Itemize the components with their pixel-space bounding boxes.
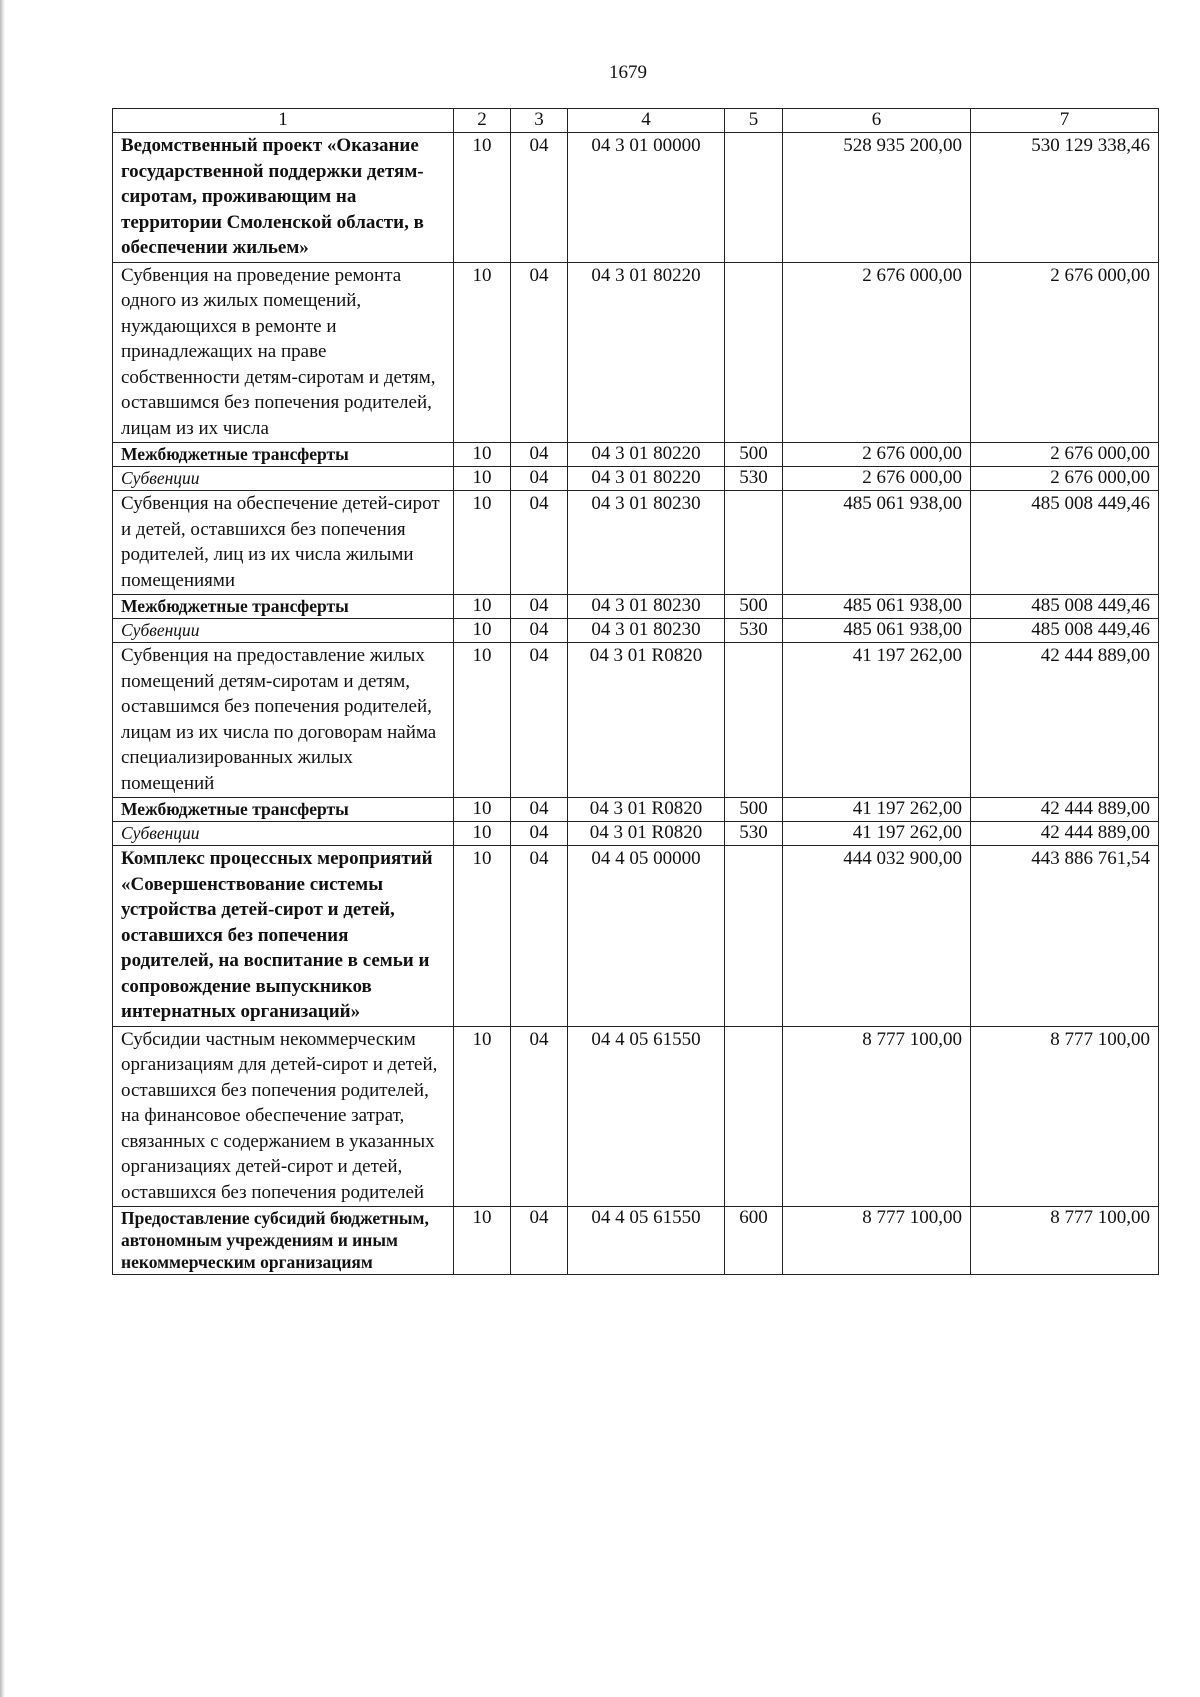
amount-year1-cell: 528 935 200,00 xyxy=(783,133,971,263)
scan-edge xyxy=(0,0,5,1697)
table-row xyxy=(113,467,1159,491)
amount-year2-cell: 485 008 449,46 xyxy=(971,619,1159,643)
section-code-cell: 10 xyxy=(454,846,511,1027)
section-code-cell: 10 xyxy=(454,595,511,619)
table-row xyxy=(113,133,1159,263)
target-article-cell: 04 4 05 00000 xyxy=(568,846,725,1027)
row-name-cell: Субвенции xyxy=(113,822,454,846)
expense-type-cell: 530 xyxy=(725,467,783,491)
table-row xyxy=(113,595,1159,619)
amount-year2-cell: 485 008 449,46 xyxy=(971,595,1159,619)
amount-year2-cell: 2 676 000,00 xyxy=(971,467,1159,491)
amount-year1-cell: 8 777 100,00 xyxy=(783,1026,971,1207)
table-row xyxy=(113,846,1159,1027)
amount-year2-cell: 485 008 449,46 xyxy=(971,491,1159,595)
target-article-cell: 04 4 05 61550 xyxy=(568,1026,725,1207)
amount-year2-cell: 8 777 100,00 xyxy=(971,1026,1159,1207)
subsection-code-cell: 04 xyxy=(511,1026,568,1207)
target-article-cell: 04 3 01 R0820 xyxy=(568,822,725,846)
table-row xyxy=(113,1026,1159,1207)
target-article-cell: 04 3 01 80230 xyxy=(568,595,725,619)
amount-year1-cell: 2 676 000,00 xyxy=(783,262,971,443)
row-name-cell: Ведомственный проект «Оказание государственной поддержки детям-сиротам, проживающим на территории Смоленской области, в обеспечении жильем» xyxy=(113,133,454,263)
table-row xyxy=(113,798,1159,822)
table-row xyxy=(113,643,1159,798)
amount-year2-cell: 2 676 000,00 xyxy=(971,443,1159,467)
expense-type-cell: 500 xyxy=(725,443,783,467)
column-number: 2 xyxy=(454,109,511,133)
target-article-cell: 04 4 05 61550 xyxy=(568,1207,725,1275)
column-number: 1 xyxy=(113,109,454,133)
amount-year2-cell: 42 444 889,00 xyxy=(971,798,1159,822)
target-article-cell: 04 3 01 R0820 xyxy=(568,798,725,822)
section-code-cell: 10 xyxy=(454,1026,511,1207)
subsection-code-cell: 04 xyxy=(511,619,568,643)
expense-type-cell xyxy=(725,133,783,263)
target-article-cell: 04 3 01 80230 xyxy=(568,619,725,643)
budget-table xyxy=(112,108,1159,1275)
table-row xyxy=(113,1207,1159,1275)
amount-year1-cell: 485 061 938,00 xyxy=(783,491,971,595)
subsection-code-cell: 04 xyxy=(511,491,568,595)
expense-type-cell: 530 xyxy=(725,822,783,846)
column-number: 5 xyxy=(725,109,783,133)
table-row xyxy=(113,822,1159,846)
section-code-cell: 10 xyxy=(454,619,511,643)
expense-type-cell: 500 xyxy=(725,798,783,822)
section-code-cell: 10 xyxy=(454,443,511,467)
table-row xyxy=(113,262,1159,443)
expense-type-cell xyxy=(725,262,783,443)
amount-year2-cell: 530 129 338,46 xyxy=(971,133,1159,263)
section-code-cell: 10 xyxy=(454,133,511,263)
expense-type-cell xyxy=(725,491,783,595)
target-article-cell: 04 3 01 80220 xyxy=(568,467,725,491)
expense-type-cell xyxy=(725,643,783,798)
amount-year2-cell: 2 676 000,00 xyxy=(971,262,1159,443)
expense-type-cell: 600 xyxy=(725,1207,783,1275)
row-name-cell: Субвенция на проведение ремонта одного из жилых помещений, нуждающихся в ремонте и принадлежащих на праве собственности детям-сиротам и детям, оставшимся без попечения родителей, лицам из их числа xyxy=(113,262,454,443)
row-name-cell: Субсидии частным некоммерческим организациям для детей-сирот и детей, оставшихся без попечения родителей, на финансовое обеспечение затрат, связанных с содержанием в указанных организациях детей-сирот и детей, оставшихся без попечения родителей xyxy=(113,1026,454,1207)
section-code-cell: 10 xyxy=(454,822,511,846)
expense-type-cell: 530 xyxy=(725,619,783,643)
section-code-cell: 10 xyxy=(454,798,511,822)
table-row xyxy=(113,491,1159,595)
subsection-code-cell: 04 xyxy=(511,822,568,846)
page-number: 1679 xyxy=(609,62,647,83)
section-code-cell: 10 xyxy=(454,643,511,798)
section-code-cell: 10 xyxy=(454,491,511,595)
row-name-cell: Межбюджетные трансферты xyxy=(113,595,454,619)
row-name-cell: Субвенция на предоставление жилых помещений детям-сиротам и детям, оставшимся без попечения родителей, лицам из их числа по договорам найма специализированных жилых помещений xyxy=(113,643,454,798)
amount-year1-cell: 8 777 100,00 xyxy=(783,1207,971,1275)
section-code-cell: 10 xyxy=(454,1207,511,1275)
row-name-cell: Субвенция на обеспечение детей-сирот и детей, оставшихся без попечения родителей, лиц из их числа жилыми помещениями xyxy=(113,491,454,595)
amount-year1-cell: 485 061 938,00 xyxy=(783,595,971,619)
expense-type-cell: 500 xyxy=(725,595,783,619)
row-name-cell: Субвенции xyxy=(113,619,454,643)
amount-year1-cell: 2 676 000,00 xyxy=(783,467,971,491)
subsection-code-cell: 04 xyxy=(511,262,568,443)
target-article-cell: 04 3 01 00000 xyxy=(568,133,725,263)
row-name-cell: Комплекс процессных мероприятий «Совершенствование системы устройства детей-сирот и детей, оставшихся без попечения родителей, на воспитание в семьи и сопровождение выпускников интернатных организаций» xyxy=(113,846,454,1027)
section-code-cell: 10 xyxy=(454,467,511,491)
amount-year2-cell: 42 444 889,00 xyxy=(971,822,1159,846)
target-article-cell: 04 3 01 R0820 xyxy=(568,643,725,798)
expense-type-cell xyxy=(725,1026,783,1207)
row-name-cell: Межбюджетные трансферты xyxy=(113,798,454,822)
amount-year1-cell: 2 676 000,00 xyxy=(783,443,971,467)
amount-year2-cell: 443 886 761,54 xyxy=(971,846,1159,1027)
column-number: 6 xyxy=(783,109,971,133)
target-article-cell: 04 3 01 80220 xyxy=(568,262,725,443)
amount-year1-cell: 41 197 262,00 xyxy=(783,643,971,798)
subsection-code-cell: 04 xyxy=(511,846,568,1027)
row-name-cell: Предоставление субсидий бюджетным, автономным учреждениям и иным некоммерческим организациям xyxy=(113,1207,454,1275)
amount-year2-cell: 8 777 100,00 xyxy=(971,1207,1159,1275)
table-body xyxy=(113,109,1159,1275)
subsection-code-cell: 04 xyxy=(511,133,568,263)
amount-year1-cell: 485 061 938,00 xyxy=(783,619,971,643)
amount-year2-cell: 42 444 889,00 xyxy=(971,643,1159,798)
subsection-code-cell: 04 xyxy=(511,643,568,798)
subsection-code-cell: 04 xyxy=(511,798,568,822)
amount-year1-cell: 41 197 262,00 xyxy=(783,798,971,822)
table-row xyxy=(113,443,1159,467)
row-name-cell: Субвенции xyxy=(113,467,454,491)
amount-year1-cell: 444 032 900,00 xyxy=(783,846,971,1027)
column-number: 3 xyxy=(511,109,568,133)
table-row xyxy=(113,619,1159,643)
subsection-code-cell: 04 xyxy=(511,595,568,619)
column-number-row xyxy=(113,109,1159,133)
row-name-cell: Межбюджетные трансферты xyxy=(113,443,454,467)
subsection-code-cell: 04 xyxy=(511,467,568,491)
target-article-cell: 04 3 01 80230 xyxy=(568,491,725,595)
amount-year1-cell: 41 197 262,00 xyxy=(783,822,971,846)
column-number: 7 xyxy=(971,109,1159,133)
target-article-cell: 04 3 01 80220 xyxy=(568,443,725,467)
section-code-cell: 10 xyxy=(454,262,511,443)
subsection-code-cell: 04 xyxy=(511,443,568,467)
expense-type-cell xyxy=(725,846,783,1027)
column-number: 4 xyxy=(568,109,725,133)
subsection-code-cell: 04 xyxy=(511,1207,568,1275)
